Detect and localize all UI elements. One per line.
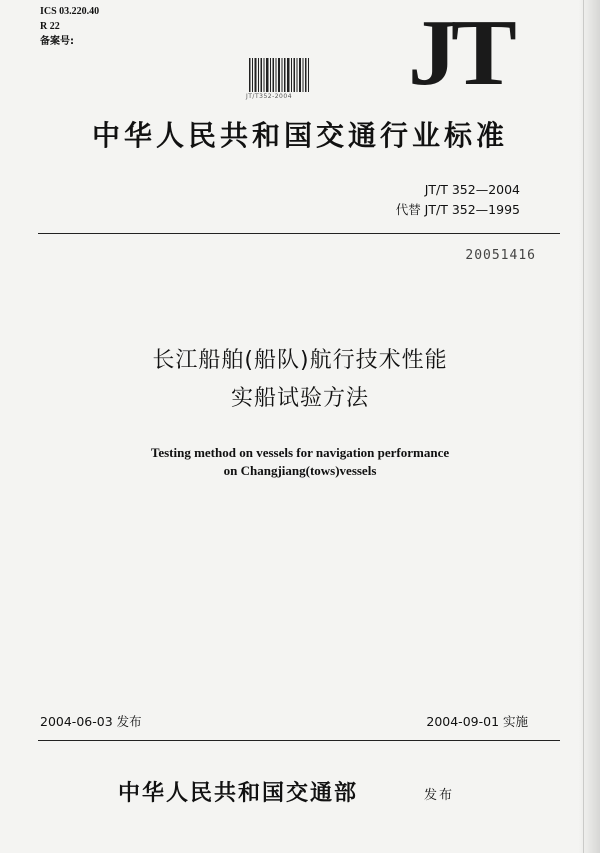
standard-code-block [396,180,520,220]
title-chinese-line-2: 实船试验方法 [230,386,369,411]
replaces-number: 代替 JT/T 352—1995 [395,202,520,217]
standard-number: JT/T 352—2004 [424,182,520,197]
footer-divider [38,740,560,741]
issuing-ministry: 中华人民共和国交通部 [118,780,359,806]
page-edge-line [583,0,584,853]
title-english-line-1: Testing method on vessels for navigation performance [150,445,450,460]
barcode-number: JT/T352-2004 [246,93,293,100]
header-divider [38,233,560,234]
barcode [248,58,310,92]
publish-date: 2004-06-03 发布 [40,714,142,729]
ics-code: ICS 03.220.40 [40,6,100,17]
standard-title: 中华人民共和国交通行业标准 [91,119,508,152]
jt-logo: JT [408,1,511,105]
classification-code: R 22 [40,21,60,32]
implementation-date: 2004-09-01 实施 [426,714,528,729]
record-number-label: 备案号: [40,36,74,47]
serial-number: 20051416 [465,248,536,263]
title-chinese-line-1: 长江船舶(船队)航行技术性能 [152,348,448,373]
page-edge-shadow [578,0,600,853]
issued-label: 发布 [424,788,455,803]
title-english-line-2: on Changjiang(tows)vessels [223,463,377,478]
